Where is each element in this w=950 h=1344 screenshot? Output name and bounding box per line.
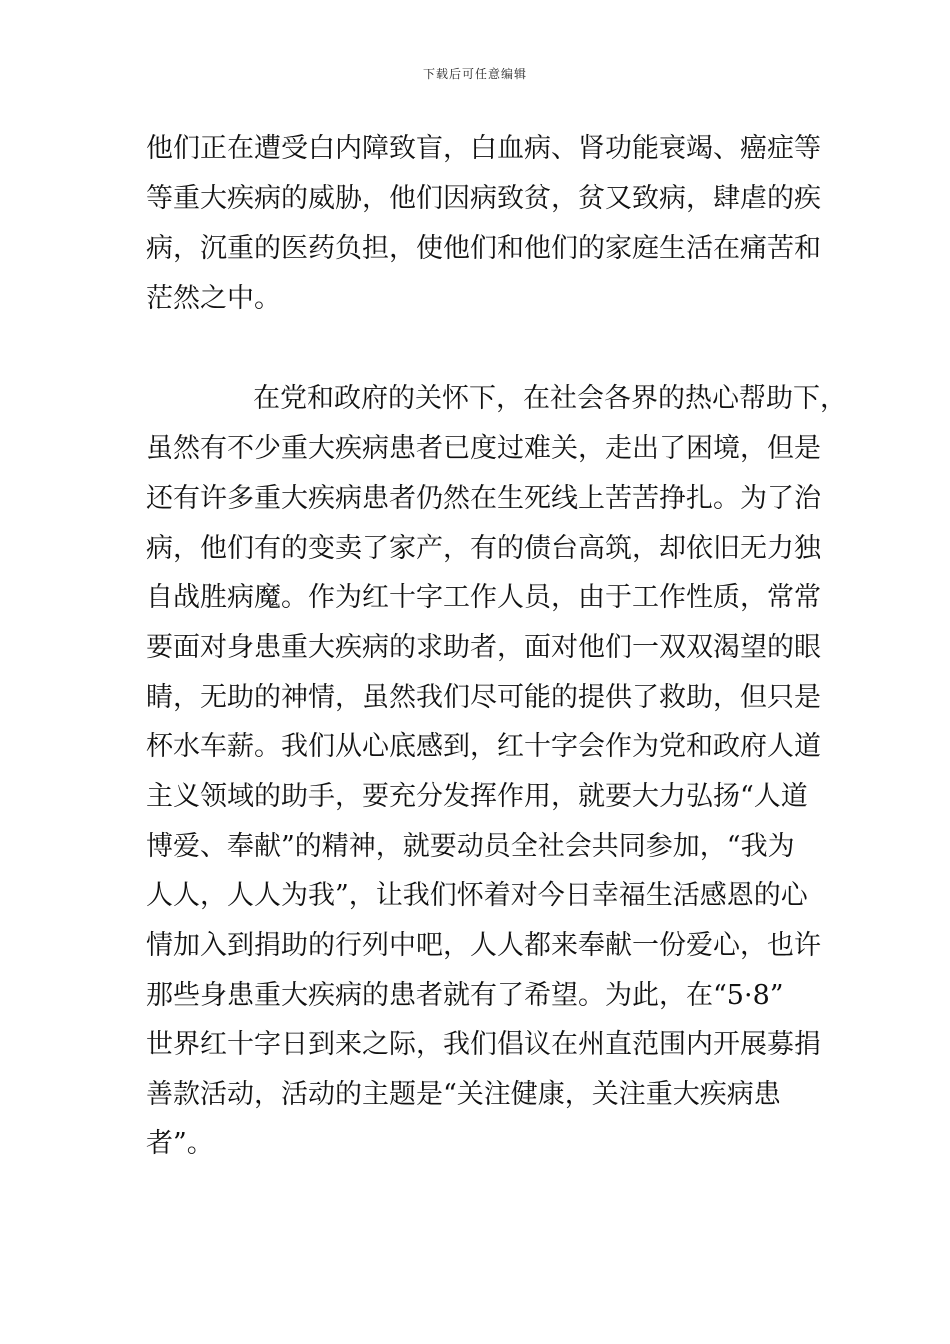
text-line: 世界红十字日到来之际，我们倡议在州直范围内开展募捐 [146, 1029, 821, 1060]
text-line: 善款活动，活动的主题是“关注健康，关注重大疾病患 [146, 1079, 781, 1110]
text-line: 人人，人人为我”，让我们怀着对今日幸福生活感恩的心 [146, 880, 808, 911]
text-line: 要面对身患重大疾病的求助者，面对他们一双双渴望的眼 [146, 632, 821, 663]
text-line: 那些身患重大疾病的患者就有了希望。为此，在“5·8” [146, 980, 784, 1011]
text-line: 等重大疾病的威胁，他们因病致贫，贫又致病，肆虐的疾 [146, 183, 821, 214]
text-line: 病，沉重的医药负担，使他们和他们的家庭生活在痛苦和 [146, 233, 821, 264]
text-line: 情加入到捐助的行列中吧，人人都来奉献一份爱心，也许 [146, 930, 821, 961]
text-line: 还有许多重大疾病患者仍然在生死线上苦苦挣扎。为了治 [146, 483, 821, 514]
text-line: 博爱、奉献”的精神，就要动员全社会共同参加，“我为 [146, 831, 795, 862]
text-line: 自战胜病魔。作为红十字工作人员，由于工作性质，常常 [146, 582, 821, 613]
text-line: 者”。 [146, 1128, 214, 1159]
text-line: 虽然有不少重大疾病患者已度过难关，走出了困境，但是 [146, 433, 821, 464]
text-line: 主义领域的助手，要充分发挥作用，就要大力弘扬“人道 [146, 781, 808, 812]
text-line: 睛，无助的神情，虽然我们尽可能的提供了救助，但只是 [146, 682, 821, 713]
text-line: 茫然之中。 [146, 283, 281, 314]
page-header: 下载后可任意编辑 [422, 67, 527, 81]
text-line: 病，他们有的变卖了家产，有的债台高筑，却依旧无力独 [146, 533, 821, 564]
text-line: 杯水车薪。我们从心底感到，红十字会作为党和政府人道 [146, 731, 821, 762]
text-line: 他们正在遭受白内障致盲，白血病、肾功能衰竭、癌症等 [146, 133, 821, 164]
text-line: 在党和政府的关怀下，在社会各界的热心帮助下， [253, 383, 847, 414]
